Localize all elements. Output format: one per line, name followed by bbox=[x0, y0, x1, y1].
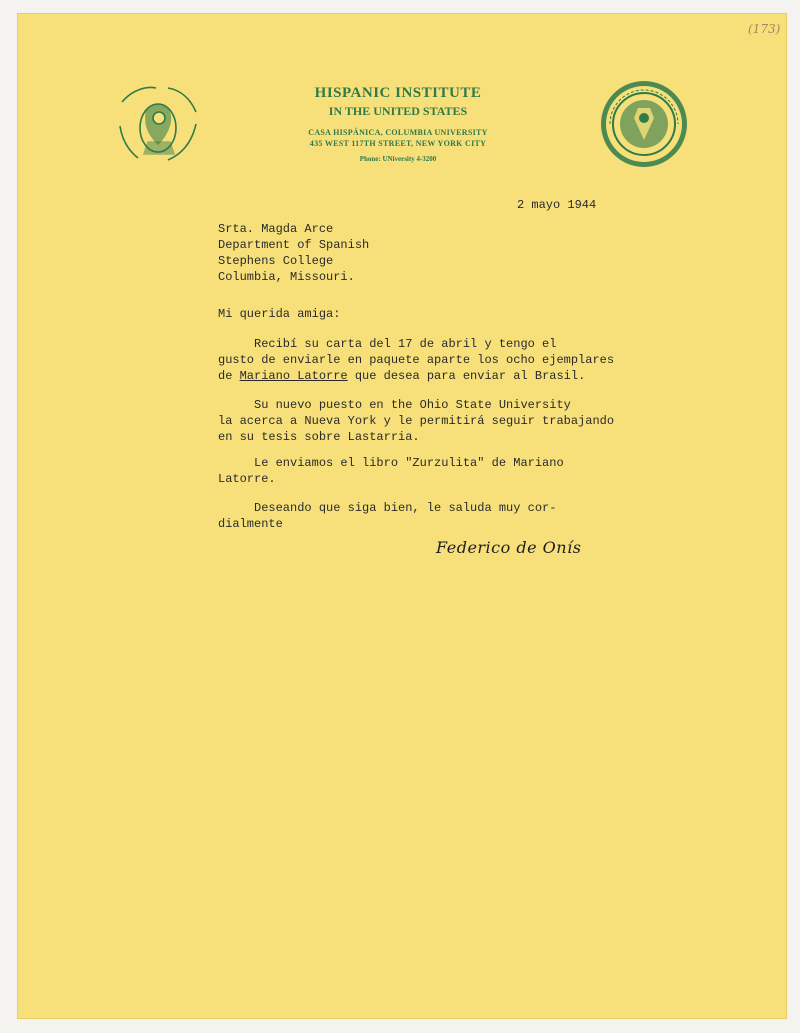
address-line-2: 435 WEST 117TH STREET, NEW YORK CITY bbox=[309, 139, 487, 148]
letterhead bbox=[248, 84, 548, 163]
recipient-line: Columbia, Missouri. bbox=[218, 270, 355, 284]
institute-subtitle: IN THE UNITED STATES bbox=[328, 104, 468, 118]
paragraph-line: Recibí su carta del 17 de abril y tengo el bbox=[218, 337, 557, 351]
paragraph-line: dialmente bbox=[218, 517, 283, 531]
paragraph-4 bbox=[218, 500, 556, 532]
paragraph-line: Latorre. bbox=[218, 472, 276, 486]
archive-page-number: (173) bbox=[748, 22, 781, 36]
address-line-1: CASA HISPÁNICA, COLUMBIA UNIVERSITY bbox=[308, 128, 488, 137]
underlined-name: Mariano Latorre bbox=[239, 369, 348, 383]
paragraph-line: en su tesis sobre Lastarria. bbox=[218, 430, 420, 444]
paragraph-line: Deseando que siga bien, le saluda muy cor- bbox=[218, 501, 557, 515]
university-seal-icon bbox=[598, 78, 690, 170]
institute-name: HISPANIC INSTITUTE bbox=[314, 85, 482, 101]
paragraph-1 bbox=[218, 336, 614, 384]
recipient-address bbox=[218, 221, 369, 285]
paragraph-line: Su nuevo puesto en the Ohio State University bbox=[218, 398, 571, 412]
paragraph-line: Le enviamos el libro "Zurzulita" de Mariano bbox=[218, 456, 564, 470]
paragraph-line-suffix: que desea para enviar al Brasil. bbox=[347, 369, 586, 383]
salutation: Mi querida amiga: bbox=[218, 307, 341, 321]
phone-line: Phone: UNiversity 4-3200 bbox=[359, 155, 437, 163]
letter-date: 2 mayo 1944 bbox=[517, 198, 597, 212]
paragraph-2 bbox=[218, 397, 614, 445]
handwritten-signature: Federico de Onís bbox=[436, 538, 582, 557]
paragraph-line: gusto de enviarle en paquete aparte los ocho ejemplares bbox=[218, 353, 615, 367]
paragraph-line-prefix: de bbox=[218, 369, 240, 383]
paragraph-line: la acerca a Nueva York y le permitirá seguir trabajando bbox=[218, 414, 615, 428]
recipient-line: Department of Spanish bbox=[218, 238, 370, 252]
recipient-line: Srta. Magda Arce bbox=[218, 222, 334, 236]
recipient-line: Stephens College bbox=[218, 254, 334, 268]
institute-emblem-logo bbox=[112, 72, 202, 168]
paragraph-3 bbox=[218, 455, 564, 487]
